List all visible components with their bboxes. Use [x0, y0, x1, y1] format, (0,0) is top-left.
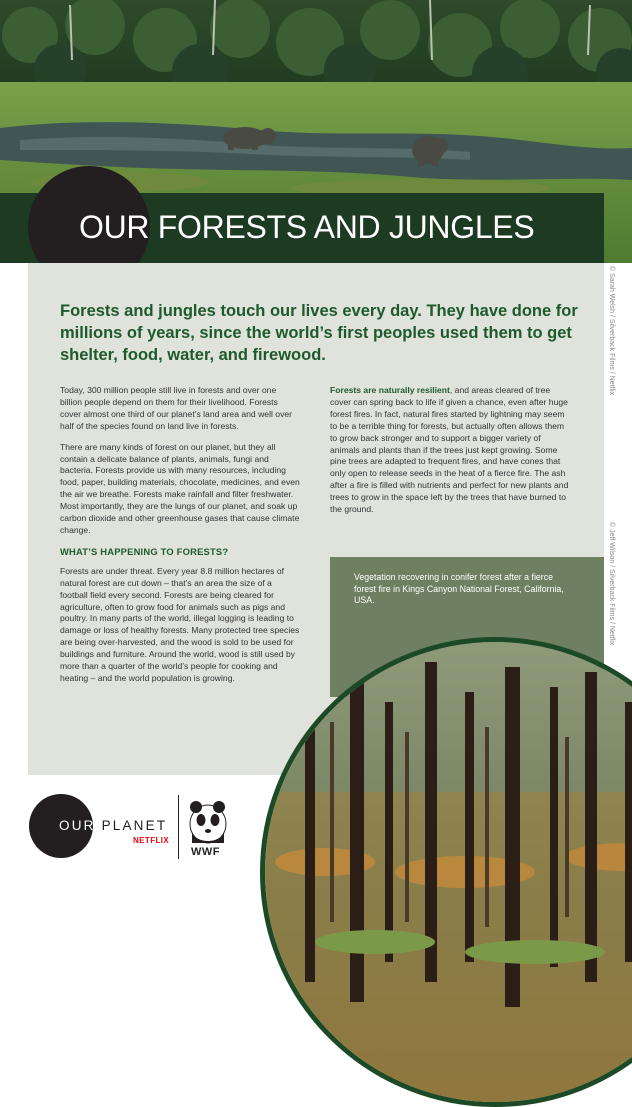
photo-caption: Vegetation recovering in conifer forest after a fierce forest fire in Kings Canyon National Forest, California, USA. — [354, 572, 564, 606]
section-heading: WHAT’S HAPPENING TO FORESTS? — [60, 545, 229, 557]
lead-paragraph: Forests and jungles touch our lives every day. They have done for millions of years, since the world’s first peoples used them to get shelter, food, water, and firewood. — [60, 302, 578, 364]
wwf-logo-text: WWF — [191, 846, 220, 858]
our-planet-logo — [59, 818, 167, 833]
photo-credit-middle: © Jeff Wilson / Silverback Films / Netflix — [608, 522, 615, 646]
left-paragraph-1: Today, 300 million people still live in forests and over one billion people depend on them for their livelihood. Forests cover almost one third of our planet’s land area and well over half of the species found on land live in forests. — [60, 385, 293, 431]
our-planet-planet: PLANET — [101, 818, 168, 833]
netflix-logo: NETFLIX — [133, 836, 170, 845]
logo-divider — [178, 795, 179, 859]
right-paragraph-rest: , and areas cleared of tree cover can spring back to life if given a chance, even after huge forest fires. In fact, natural fires started by lightning may seem to be a terrible thing for forests, but actually often allows them to grow back stronger and to support a bigger variety of animals and plants than if the trees just kept growing. Some pine trees are adapted to frequent fires, and have cones that only open to release seeds in the heat of a fierce fire. The ash after a fire is filled with nutrients and perfect for new plants and trees to grow in the space left by the trees that have burned to the ground. — [330, 385, 569, 515]
left-paragraph-3: Forests are under threat. Every year 8.8 million hectares of natural forest are cut down – that’s an area the size of a football field every second. Forests are being cleared for agriculture, often to grow food for animals such as pigs and poultry. In many parts of the world, illegal logging is leading to damage or loss of healthy forests. Many protected tree species are being over-harvested, and the wood is sold to be used for buildings and furniture. Around the world, wood is still used by more than a quarter of the world’s people for cooking and heating – and the world population is growing. — [60, 565, 300, 683]
photo-credit-top: © Sarah Welsh / Silverback Films / Netflix — [608, 266, 615, 396]
left-paragraph-2: There are many kinds of forest on our planet, but they all contain a delicate balance of plants, animals, fungi and bacteria. Forests provide us with many resources, including food, paper, building materials, chocolate, medicines, and even the air we breathe. Forests make rainfall and filter freshwater. Most importantly, they are the lungs of our planet, and soak up carbon dioxide and other greenhouse gases that cause climate change. — [60, 441, 300, 535]
right-paragraph-lead-bold: Forests are naturally resilient — [330, 385, 450, 395]
right-column — [330, 385, 570, 525]
our-planet-our: OUR — [59, 818, 96, 833]
left-column — [60, 385, 300, 694]
panda-icon — [188, 798, 228, 844]
page-title: OUR FORESTS AND JUNGLES — [79, 209, 535, 245]
right-paragraph-1 — [330, 385, 570, 516]
